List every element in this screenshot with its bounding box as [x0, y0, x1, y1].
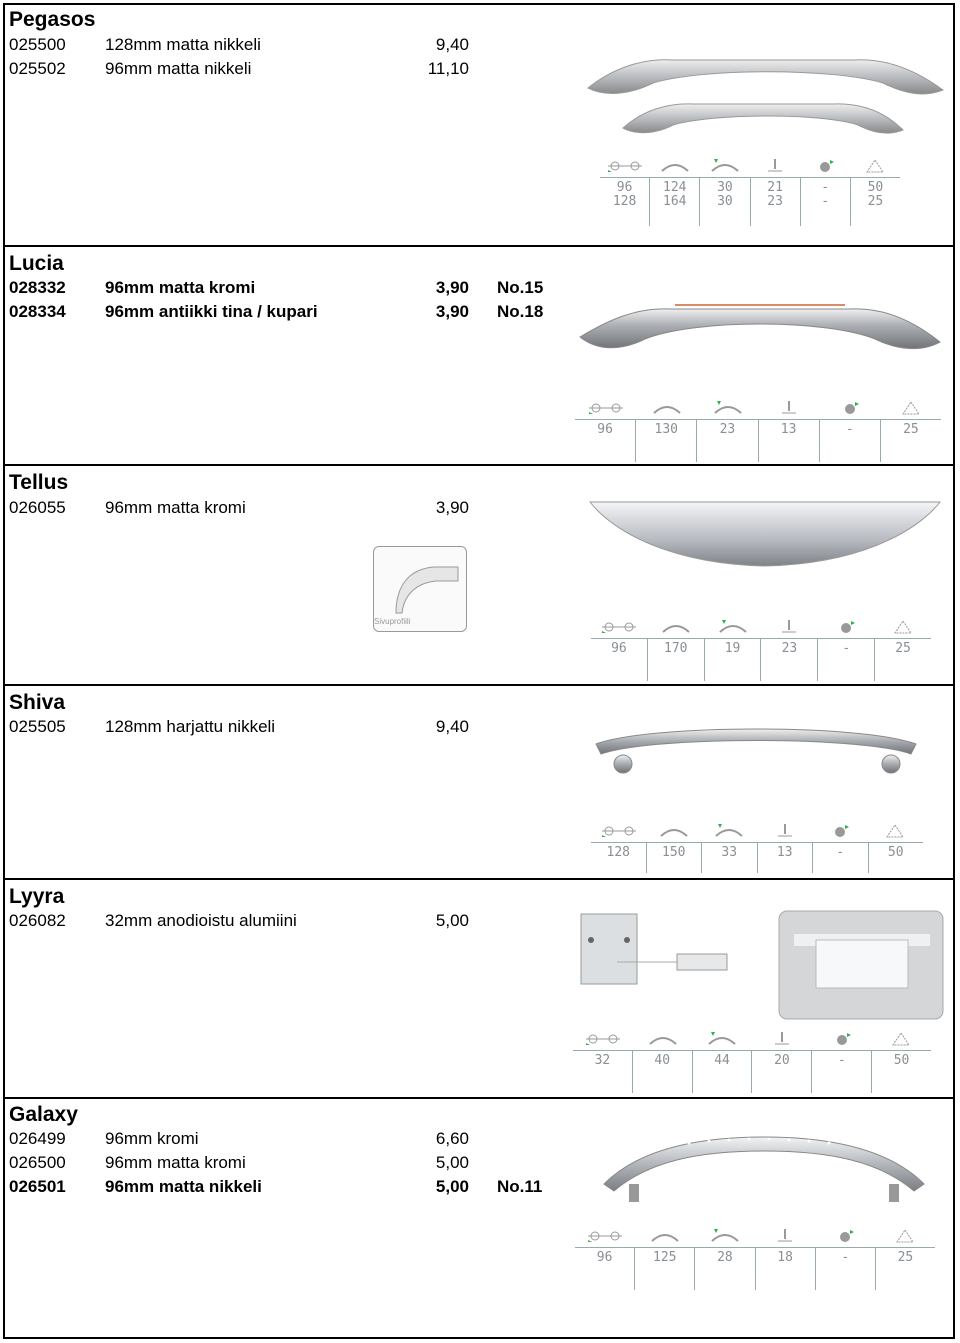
spec-value: -	[811, 1051, 871, 1093]
product-code: 026055	[9, 498, 66, 517]
spec-values	[575, 1247, 935, 1290]
pack-quantity-icon	[880, 397, 941, 419]
product-desc: 96mm antiikki tina / kupari	[105, 302, 318, 321]
pack-quantity-icon	[875, 1225, 935, 1247]
spec-value: 20	[751, 1051, 811, 1093]
spec-value: 23	[760, 639, 817, 681]
spec-value: 125	[634, 1248, 694, 1290]
spec-value: 40	[632, 1051, 692, 1093]
length-icon	[650, 155, 700, 177]
spec-icons	[591, 616, 931, 638]
length-icon	[633, 1028, 693, 1050]
spec-table	[575, 397, 941, 462]
depth-icon	[750, 155, 800, 177]
spec-value: 96 128	[612, 180, 637, 209]
spec-value: - -	[800, 178, 850, 226]
product-note: No.15	[497, 278, 544, 297]
product-desc: 128mm matta nikkeli	[105, 35, 261, 54]
spec-values	[600, 177, 900, 226]
spec-value: -	[812, 843, 868, 873]
product-desc: 96mm kromi	[105, 1129, 199, 1148]
spec-table	[600, 155, 900, 226]
handle-photo	[778, 910, 946, 1022]
spec-value: 21 23	[750, 178, 800, 226]
spec-table	[591, 820, 923, 873]
screw-icon	[812, 1028, 872, 1050]
product-price: 3,90	[435, 498, 469, 517]
product-price: 9,40	[435, 717, 469, 736]
spec-icons	[573, 1028, 931, 1050]
product-price: 11,10	[427, 59, 469, 78]
spec-value: 23	[696, 420, 757, 462]
spec-icons	[575, 397, 941, 419]
product-desc: 96mm matta kromi	[105, 278, 256, 297]
hole-spacing-icon	[575, 1225, 635, 1247]
product-title: Pegasos	[9, 8, 96, 31]
spec-value: 124 164	[649, 178, 699, 226]
spec-value: -	[815, 1248, 875, 1290]
product-code: 028332	[9, 278, 66, 297]
spec-value: 33	[701, 843, 757, 873]
spec-value: 150	[646, 843, 702, 873]
height-icon	[692, 1028, 752, 1050]
height-icon	[695, 1225, 755, 1247]
product-price: 9,40	[435, 35, 469, 54]
spec-icons	[591, 820, 923, 842]
product-title: Galaxy	[9, 1103, 78, 1126]
handle-image	[599, 1129, 929, 1219]
spec-value: 25	[874, 639, 931, 681]
spec-icons	[600, 155, 900, 177]
length-icon	[636, 397, 697, 419]
spec-value: -	[819, 420, 880, 462]
product-desc: 128mm harjattu nikkeli	[105, 717, 276, 736]
product-code: 025500	[9, 35, 66, 54]
spec-value: 50	[868, 843, 924, 873]
profile-shape-icon	[374, 547, 466, 617]
depth-icon	[755, 1225, 815, 1247]
spec-value: 18	[755, 1248, 815, 1290]
pack-quantity-icon	[868, 820, 923, 842]
spec-value: 96	[596, 1250, 613, 1265]
product-note: No.18	[497, 302, 544, 321]
product-price: 3,90	[435, 278, 469, 297]
spec-values	[573, 1050, 931, 1093]
pack-quantity-icon	[850, 155, 900, 177]
spec-value: 96	[597, 422, 613, 437]
screw-icon	[819, 397, 880, 419]
product-code: 025505	[9, 717, 66, 736]
length-icon	[635, 1225, 695, 1247]
screw-icon	[812, 820, 867, 842]
spec-value: 13	[758, 420, 819, 462]
product-section-galaxy	[3, 1097, 955, 1339]
product-price: 5,00	[435, 1153, 469, 1172]
product-section-tellus	[3, 464, 955, 684]
spec-value: 44	[692, 1051, 752, 1093]
product-code: 026082	[9, 911, 66, 930]
handle-image	[575, 287, 945, 387]
spec-table	[575, 1225, 935, 1290]
depth-icon	[761, 616, 818, 638]
profile-label: Sivuprofiili	[374, 617, 411, 626]
product-title: Lucia	[9, 252, 64, 275]
product-section-shiva	[3, 684, 955, 879]
hole-spacing-icon	[591, 616, 648, 638]
hole-spacing-icon	[573, 1028, 633, 1050]
spec-value: 130	[635, 420, 696, 462]
product-section-lucia	[3, 245, 955, 465]
hole-spacing-icon	[575, 397, 636, 419]
spec-value: 28	[694, 1248, 754, 1290]
spec-icons	[575, 1225, 935, 1247]
length-icon	[646, 820, 701, 842]
spec-value: -	[817, 639, 874, 681]
spec-values	[591, 842, 923, 873]
product-title: Tellus	[9, 471, 69, 494]
product-price: 5,00	[435, 911, 469, 930]
spec-value: 25	[880, 420, 941, 462]
pack-quantity-icon	[871, 1028, 931, 1050]
product-code: 026500	[9, 1153, 66, 1172]
depth-icon	[752, 1028, 812, 1050]
length-icon	[648, 616, 705, 638]
spec-values	[575, 419, 941, 462]
handle-image	[585, 494, 945, 594]
pack-quantity-icon	[874, 616, 931, 638]
product-desc: 96mm matta kromi	[105, 498, 246, 517]
product-section-pegasos	[3, 3, 955, 246]
height-icon	[697, 397, 758, 419]
product-title: Lyyra	[9, 885, 65, 908]
handle-image	[577, 910, 737, 990]
product-note: No.11	[497, 1177, 543, 1196]
handle-image	[583, 38, 953, 148]
height-icon	[702, 820, 757, 842]
spec-value: 32	[594, 1053, 611, 1068]
height-icon	[700, 155, 750, 177]
spec-value: 50	[871, 1051, 931, 1093]
spec-value: 128	[606, 845, 630, 860]
spec-value: 13	[757, 843, 813, 873]
spec-table	[591, 616, 931, 681]
depth-icon	[758, 397, 819, 419]
spec-table	[573, 1028, 931, 1093]
handle-image	[591, 714, 921, 784]
screw-icon	[818, 616, 875, 638]
screw-icon	[800, 155, 850, 177]
product-code: 028334	[9, 302, 66, 321]
product-price: 6,60	[435, 1129, 469, 1148]
hole-spacing-icon	[600, 155, 650, 177]
product-desc: 96mm matta nikkeli	[105, 1177, 262, 1196]
product-section-lyyra	[3, 878, 955, 1098]
product-desc: 32mm anodioistu alumiini	[105, 911, 297, 930]
spec-value: 30 30	[699, 178, 749, 226]
spec-value: 170	[647, 639, 704, 681]
product-title: Shiva	[9, 691, 66, 714]
spec-value: 19	[704, 639, 761, 681]
spec-value: 50 25	[850, 178, 900, 226]
product-desc: 96mm matta nikkeli	[105, 59, 252, 78]
screw-icon	[815, 1225, 875, 1247]
product-price: 3,90	[435, 302, 469, 321]
product-code: 026499	[9, 1129, 66, 1148]
height-icon	[704, 616, 761, 638]
depth-icon	[757, 820, 812, 842]
hole-spacing-icon	[591, 820, 646, 842]
product-desc: 96mm matta kromi	[105, 1153, 246, 1172]
spec-value: 25	[875, 1248, 935, 1290]
side-profile-image	[373, 546, 467, 632]
product-code: 026501	[9, 1177, 66, 1196]
product-code: 025502	[9, 59, 66, 78]
spec-value: 96	[611, 641, 627, 656]
spec-values	[591, 638, 931, 681]
product-price: 5,00	[435, 1177, 469, 1196]
